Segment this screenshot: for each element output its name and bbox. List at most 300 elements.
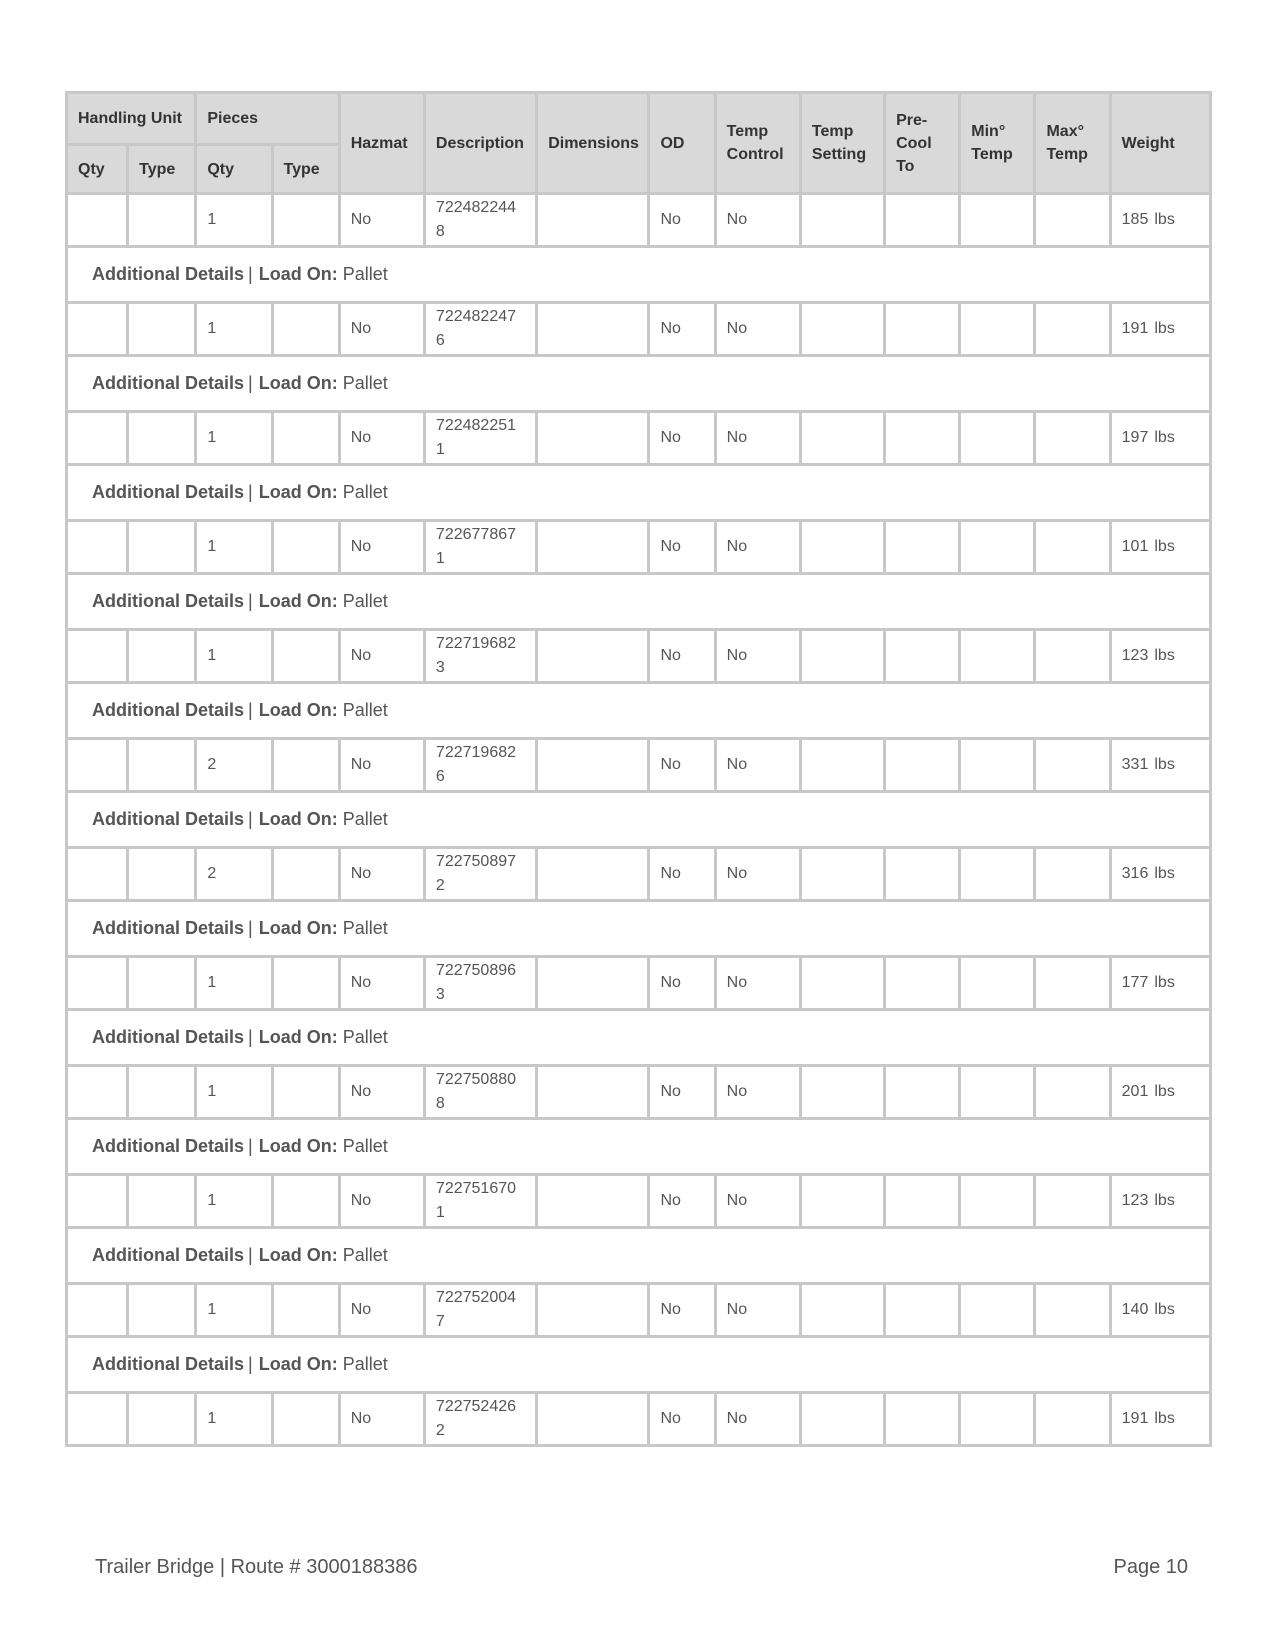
- cell-hazmat: No: [339, 412, 424, 465]
- cell-pre-cool-to: [885, 521, 960, 574]
- cell-od: No: [649, 1066, 715, 1119]
- weight-value: 123: [1121, 647, 1149, 664]
- additional-details-row: [67, 1337, 1211, 1393]
- cell-min-temp: [960, 412, 1035, 465]
- cell-max-temp: [1035, 412, 1110, 465]
- load-on-value: Pallet: [342, 591, 388, 611]
- cell-temp-setting: [800, 1175, 884, 1228]
- weight-unit: lbs: [1154, 865, 1175, 882]
- detail-separator: |: [248, 1245, 253, 1265]
- cell-hu-type: [128, 957, 196, 1010]
- cell-weight: [1110, 194, 1210, 247]
- cell-temp-setting: [800, 412, 884, 465]
- header-hu-qty: Qty: [67, 145, 128, 194]
- header-pre-cool-to: Pre-Cool To: [885, 93, 960, 194]
- cell-description: [424, 1284, 536, 1337]
- description-line: 2: [435, 877, 445, 894]
- cell-pc-qty: 1: [196, 521, 272, 574]
- table-body: [67, 194, 1211, 1446]
- header-hu-type: Type: [128, 145, 196, 194]
- table-row: [67, 303, 1211, 356]
- weight-value: 191: [1121, 320, 1149, 337]
- cell-hu-type: [128, 412, 196, 465]
- description-line: 722482244: [435, 199, 517, 216]
- description-line: 722719682: [435, 635, 517, 652]
- additional-details-cell: [67, 1228, 1211, 1284]
- cell-hu-type: [128, 303, 196, 356]
- cell-od: No: [649, 412, 715, 465]
- cell-description: [424, 848, 536, 901]
- cell-od: No: [649, 739, 715, 792]
- description-line: 722482247: [435, 308, 517, 325]
- cell-weight: [1110, 739, 1210, 792]
- additional-details-cell: [67, 1010, 1211, 1066]
- cell-temp-control: No: [715, 848, 800, 901]
- cell-hazmat: No: [339, 521, 424, 574]
- detail-separator: |: [248, 700, 253, 720]
- detail-separator: |: [248, 373, 253, 393]
- cell-description: [424, 1175, 536, 1228]
- description-line: 6: [435, 768, 445, 785]
- cell-pre-cool-to: [885, 1393, 960, 1446]
- cell-hazmat: No: [339, 303, 424, 356]
- cell-hu-qty: [67, 1175, 128, 1228]
- cell-pc-type: [272, 739, 339, 792]
- cell-pc-type: [272, 521, 339, 574]
- load-on-label: Load On:: [258, 264, 338, 284]
- load-on-label: Load On:: [258, 700, 338, 720]
- weight-unit: lbs: [1154, 211, 1175, 228]
- cell-pc-type: [272, 303, 339, 356]
- header-pc-qty: Qty: [196, 145, 272, 194]
- cell-weight: [1110, 1066, 1210, 1119]
- load-on-value: Pallet: [342, 918, 388, 938]
- weight-value: 123: [1121, 1192, 1149, 1209]
- cell-weight: [1110, 1284, 1210, 1337]
- detail-separator: |: [248, 809, 253, 829]
- header-temp-setting: Temp Setting: [800, 93, 884, 194]
- additional-details-label: Additional Details: [92, 918, 245, 938]
- cell-pre-cool-to: [885, 630, 960, 683]
- cell-max-temp: [1035, 303, 1110, 356]
- detail-separator: |: [248, 918, 253, 938]
- cell-max-temp: [1035, 957, 1110, 1010]
- load-on-value: Pallet: [342, 1354, 388, 1374]
- cell-hu-qty: [67, 303, 128, 356]
- cell-max-temp: [1035, 848, 1110, 901]
- additional-details-row: [67, 465, 1211, 521]
- header-description: Description: [424, 93, 536, 194]
- header-temp-control: Temp Control: [715, 93, 800, 194]
- additional-details-cell: [67, 1337, 1211, 1393]
- header-min-temp: Min° Temp: [960, 93, 1035, 194]
- weight-value: 316: [1121, 865, 1149, 882]
- cell-temp-setting: [800, 1393, 884, 1446]
- detail-separator: |: [248, 482, 253, 502]
- cell-dimensions: [537, 848, 649, 901]
- cell-od: No: [649, 521, 715, 574]
- cell-min-temp: [960, 194, 1035, 247]
- cell-hazmat: No: [339, 957, 424, 1010]
- additional-details-label: Additional Details: [92, 700, 245, 720]
- description-line: 722751670: [435, 1180, 517, 1197]
- load-on-value: Pallet: [342, 809, 388, 829]
- cell-temp-control: No: [715, 630, 800, 683]
- load-on-value: Pallet: [342, 264, 388, 284]
- additional-details-cell: [67, 247, 1211, 303]
- cell-dimensions: [537, 521, 649, 574]
- cell-pc-type: [272, 1393, 339, 1446]
- cell-pc-type: [272, 1066, 339, 1119]
- table-header-row-groups: [67, 93, 1211, 145]
- additional-details-label: Additional Details: [92, 1354, 245, 1374]
- description-line: 722719682: [435, 744, 517, 761]
- cell-hazmat: No: [339, 1284, 424, 1337]
- weight-value: 191: [1121, 1410, 1149, 1427]
- additional-details-row: [67, 356, 1211, 412]
- cell-hu-type: [128, 1066, 196, 1119]
- additional-details-label: Additional Details: [92, 264, 245, 284]
- cell-od: No: [649, 1393, 715, 1446]
- load-on-label: Load On:: [258, 482, 338, 502]
- cell-temp-setting: [800, 194, 884, 247]
- cell-hu-type: [128, 630, 196, 683]
- cell-pc-qty: 1: [196, 412, 272, 465]
- header-max-temp: Max° Temp: [1035, 93, 1110, 194]
- cell-weight: [1110, 1175, 1210, 1228]
- cell-pc-qty: 1: [196, 194, 272, 247]
- cell-description: [424, 957, 536, 1010]
- cell-description: [424, 412, 536, 465]
- cell-hu-type: [128, 1393, 196, 1446]
- cell-hu-type: [128, 1175, 196, 1228]
- cell-pc-type: [272, 194, 339, 247]
- cell-pc-type: [272, 630, 339, 683]
- description-line: 3: [435, 659, 445, 676]
- description-line: 1: [435, 441, 445, 458]
- weight-value: 177: [1121, 974, 1149, 991]
- weight-unit: lbs: [1154, 1083, 1175, 1100]
- cell-hu-type: [128, 739, 196, 792]
- description-line: 722752426: [435, 1398, 517, 1415]
- additional-details-label: Additional Details: [92, 482, 245, 502]
- cell-temp-control: No: [715, 194, 800, 247]
- cell-dimensions: [537, 303, 649, 356]
- cell-dimensions: [537, 1393, 649, 1446]
- cell-min-temp: [960, 957, 1035, 1010]
- footer-route: Trailer Bridge | Route # 3000188386: [95, 1556, 418, 1578]
- cell-temp-control: No: [715, 1393, 800, 1446]
- cell-min-temp: [960, 848, 1035, 901]
- additional-details-label: Additional Details: [92, 373, 245, 393]
- load-on-value: Pallet: [342, 700, 388, 720]
- cell-min-temp: [960, 630, 1035, 683]
- cell-dimensions: [537, 630, 649, 683]
- cell-max-temp: [1035, 1284, 1110, 1337]
- cell-description: [424, 194, 536, 247]
- cell-weight: [1110, 848, 1210, 901]
- shipment-table-container: [65, 91, 1212, 1447]
- weight-value: 331: [1121, 756, 1149, 773]
- cell-hu-qty: [67, 1284, 128, 1337]
- description-line: 8: [435, 223, 445, 240]
- cell-min-temp: [960, 1066, 1035, 1119]
- cell-pc-type: [272, 957, 339, 1010]
- cell-min-temp: [960, 739, 1035, 792]
- cell-pre-cool-to: [885, 848, 960, 901]
- cell-pre-cool-to: [885, 412, 960, 465]
- cell-min-temp: [960, 303, 1035, 356]
- additional-details-row: [67, 1010, 1211, 1066]
- cell-pre-cool-to: [885, 957, 960, 1010]
- cell-max-temp: [1035, 1066, 1110, 1119]
- cell-dimensions: [537, 1284, 649, 1337]
- table-row: [67, 1284, 1211, 1337]
- cell-dimensions: [537, 739, 649, 792]
- cell-hu-qty: [67, 1393, 128, 1446]
- weight-unit: lbs: [1154, 320, 1175, 337]
- weight-value: 101: [1121, 538, 1149, 555]
- description-line: 722750880: [435, 1071, 517, 1088]
- additional-details-label: Additional Details: [92, 1027, 245, 1047]
- cell-hazmat: No: [339, 630, 424, 683]
- cell-hu-qty: [67, 521, 128, 574]
- cell-pc-type: [272, 1284, 339, 1337]
- load-on-value: Pallet: [342, 1136, 388, 1156]
- additional-details-label: Additional Details: [92, 809, 245, 829]
- cell-hazmat: No: [339, 739, 424, 792]
- description-line: 2: [435, 1422, 445, 1439]
- cell-temp-setting: [800, 1066, 884, 1119]
- cell-temp-setting: [800, 848, 884, 901]
- additional-details-row: [67, 1119, 1211, 1175]
- additional-details-cell: [67, 792, 1211, 848]
- cell-temp-control: No: [715, 303, 800, 356]
- cell-pc-type: [272, 848, 339, 901]
- cell-pc-qty: 2: [196, 739, 272, 792]
- cell-od: No: [649, 957, 715, 1010]
- additional-details-cell: [67, 574, 1211, 630]
- cell-weight: [1110, 1393, 1210, 1446]
- load-on-value: Pallet: [342, 482, 388, 502]
- cell-pc-qty: 1: [196, 303, 272, 356]
- cell-temp-setting: [800, 957, 884, 1010]
- table-row: [67, 1393, 1211, 1446]
- weight-value: 197: [1121, 429, 1149, 446]
- cell-min-temp: [960, 1393, 1035, 1446]
- cell-max-temp: [1035, 1393, 1110, 1446]
- load-on-value: Pallet: [342, 1027, 388, 1047]
- cell-pre-cool-to: [885, 1284, 960, 1337]
- description-line: 7: [435, 1313, 445, 1330]
- cell-weight: [1110, 521, 1210, 574]
- additional-details-cell: [67, 683, 1211, 739]
- description-line: 722750897: [435, 853, 517, 870]
- cell-weight: [1110, 303, 1210, 356]
- detail-separator: |: [248, 1027, 253, 1047]
- table-row: [67, 957, 1211, 1010]
- table-row: [67, 194, 1211, 247]
- cell-hazmat: No: [339, 1393, 424, 1446]
- cell-min-temp: [960, 1284, 1035, 1337]
- cell-description: [424, 739, 536, 792]
- cell-od: No: [649, 194, 715, 247]
- header-od: OD: [649, 93, 715, 194]
- cell-hazmat: No: [339, 1066, 424, 1119]
- cell-temp-setting: [800, 1284, 884, 1337]
- cell-od: No: [649, 303, 715, 356]
- description-line: 1: [435, 550, 445, 567]
- cell-temp-control: No: [715, 412, 800, 465]
- header-handling-unit: Handling Unit: [67, 93, 196, 145]
- cell-hu-type: [128, 848, 196, 901]
- load-on-label: Load On:: [258, 1354, 338, 1374]
- cell-hazmat: No: [339, 194, 424, 247]
- cell-max-temp: [1035, 1175, 1110, 1228]
- cell-hu-type: [128, 1284, 196, 1337]
- cell-temp-control: No: [715, 1284, 800, 1337]
- detail-separator: |: [248, 1354, 253, 1374]
- cell-pc-qty: 1: [196, 1393, 272, 1446]
- detail-separator: |: [248, 264, 253, 284]
- cell-description: [424, 1066, 536, 1119]
- table-row: [67, 739, 1211, 792]
- cell-temp-control: No: [715, 521, 800, 574]
- weight-unit: lbs: [1154, 429, 1175, 446]
- cell-pre-cool-to: [885, 303, 960, 356]
- weight-value: 185: [1121, 211, 1149, 228]
- footer-page-number: Page 10: [1113, 1556, 1188, 1578]
- description-line: 722677867: [435, 526, 517, 543]
- cell-temp-control: No: [715, 957, 800, 1010]
- header-hazmat: Hazmat: [339, 93, 424, 194]
- cell-pc-qty: 1: [196, 957, 272, 1010]
- cell-hu-qty: [67, 412, 128, 465]
- cell-dimensions: [537, 957, 649, 1010]
- table-row: [67, 848, 1211, 901]
- load-on-label: Load On:: [258, 1027, 338, 1047]
- load-on-label: Load On:: [258, 918, 338, 938]
- additional-details-row: [67, 683, 1211, 739]
- cell-pre-cool-to: [885, 1175, 960, 1228]
- header-pc-type: Type: [272, 145, 339, 194]
- cell-pc-qty: 1: [196, 1066, 272, 1119]
- description-line: 722750896: [435, 962, 517, 979]
- shipment-items-table: [65, 91, 1212, 1447]
- weight-value: 140: [1121, 1301, 1149, 1318]
- cell-max-temp: [1035, 630, 1110, 683]
- cell-max-temp: [1035, 194, 1110, 247]
- cell-pre-cool-to: [885, 739, 960, 792]
- cell-hu-qty: [67, 739, 128, 792]
- cell-min-temp: [960, 1175, 1035, 1228]
- detail-separator: |: [248, 591, 253, 611]
- cell-pc-qty: 1: [196, 1284, 272, 1337]
- weight-unit: lbs: [1154, 647, 1175, 664]
- cell-pre-cool-to: [885, 194, 960, 247]
- cell-temp-control: No: [715, 1175, 800, 1228]
- load-on-label: Load On:: [258, 1245, 338, 1265]
- weight-value: 201: [1121, 1083, 1149, 1100]
- weight-unit: lbs: [1154, 538, 1175, 555]
- cell-dimensions: [537, 1066, 649, 1119]
- cell-pc-type: [272, 1175, 339, 1228]
- cell-hu-qty: [67, 957, 128, 1010]
- cell-temp-setting: [800, 521, 884, 574]
- cell-description: [424, 521, 536, 574]
- cell-hu-type: [128, 521, 196, 574]
- cell-hu-qty: [67, 848, 128, 901]
- load-on-label: Load On:: [258, 591, 338, 611]
- cell-pc-qty: 2: [196, 848, 272, 901]
- additional-details-row: [67, 792, 1211, 848]
- additional-details-cell: [67, 465, 1211, 521]
- cell-pc-type: [272, 412, 339, 465]
- cell-od: No: [649, 848, 715, 901]
- header-pieces: Pieces: [196, 93, 339, 145]
- additional-details-label: Additional Details: [92, 1136, 245, 1156]
- cell-od: No: [649, 1175, 715, 1228]
- detail-separator: |: [248, 1136, 253, 1156]
- cell-weight: [1110, 957, 1210, 1010]
- header-weight: Weight: [1110, 93, 1210, 194]
- additional-details-row: [67, 574, 1211, 630]
- additional-details-cell: [67, 901, 1211, 957]
- cell-temp-setting: [800, 630, 884, 683]
- additional-details-row: [67, 901, 1211, 957]
- cell-description: [424, 630, 536, 683]
- cell-pc-qty: 1: [196, 1175, 272, 1228]
- cell-pc-qty: 1: [196, 630, 272, 683]
- cell-max-temp: [1035, 521, 1110, 574]
- cell-hu-qty: [67, 194, 128, 247]
- additional-details-label: Additional Details: [92, 1245, 245, 1265]
- additional-details-row: [67, 1228, 1211, 1284]
- additional-details-cell: [67, 1119, 1211, 1175]
- cell-od: No: [649, 630, 715, 683]
- cell-min-temp: [960, 521, 1035, 574]
- load-on-label: Load On:: [258, 373, 338, 393]
- cell-dimensions: [537, 194, 649, 247]
- weight-unit: lbs: [1154, 756, 1175, 773]
- table-row: [67, 412, 1211, 465]
- cell-temp-setting: [800, 303, 884, 356]
- cell-weight: [1110, 630, 1210, 683]
- description-line: 1: [435, 1204, 445, 1221]
- cell-temp-control: No: [715, 1066, 800, 1119]
- cell-temp-control: No: [715, 739, 800, 792]
- cell-description: [424, 303, 536, 356]
- cell-description: [424, 1393, 536, 1446]
- cell-hazmat: No: [339, 848, 424, 901]
- additional-details-label: Additional Details: [92, 591, 245, 611]
- table-row: [67, 630, 1211, 683]
- cell-temp-setting: [800, 739, 884, 792]
- cell-hu-type: [128, 194, 196, 247]
- cell-weight: [1110, 412, 1210, 465]
- weight-unit: lbs: [1154, 1301, 1175, 1318]
- weight-unit: lbs: [1154, 974, 1175, 991]
- cell-od: No: [649, 1284, 715, 1337]
- load-on-label: Load On:: [258, 1136, 338, 1156]
- description-line: 722752004: [435, 1289, 517, 1306]
- additional-details-row: [67, 247, 1211, 303]
- load-on-value: Pallet: [342, 1245, 388, 1265]
- header-dimensions: Dimensions: [537, 93, 649, 194]
- weight-unit: lbs: [1154, 1192, 1175, 1209]
- cell-pre-cool-to: [885, 1066, 960, 1119]
- table-row: [67, 1066, 1211, 1119]
